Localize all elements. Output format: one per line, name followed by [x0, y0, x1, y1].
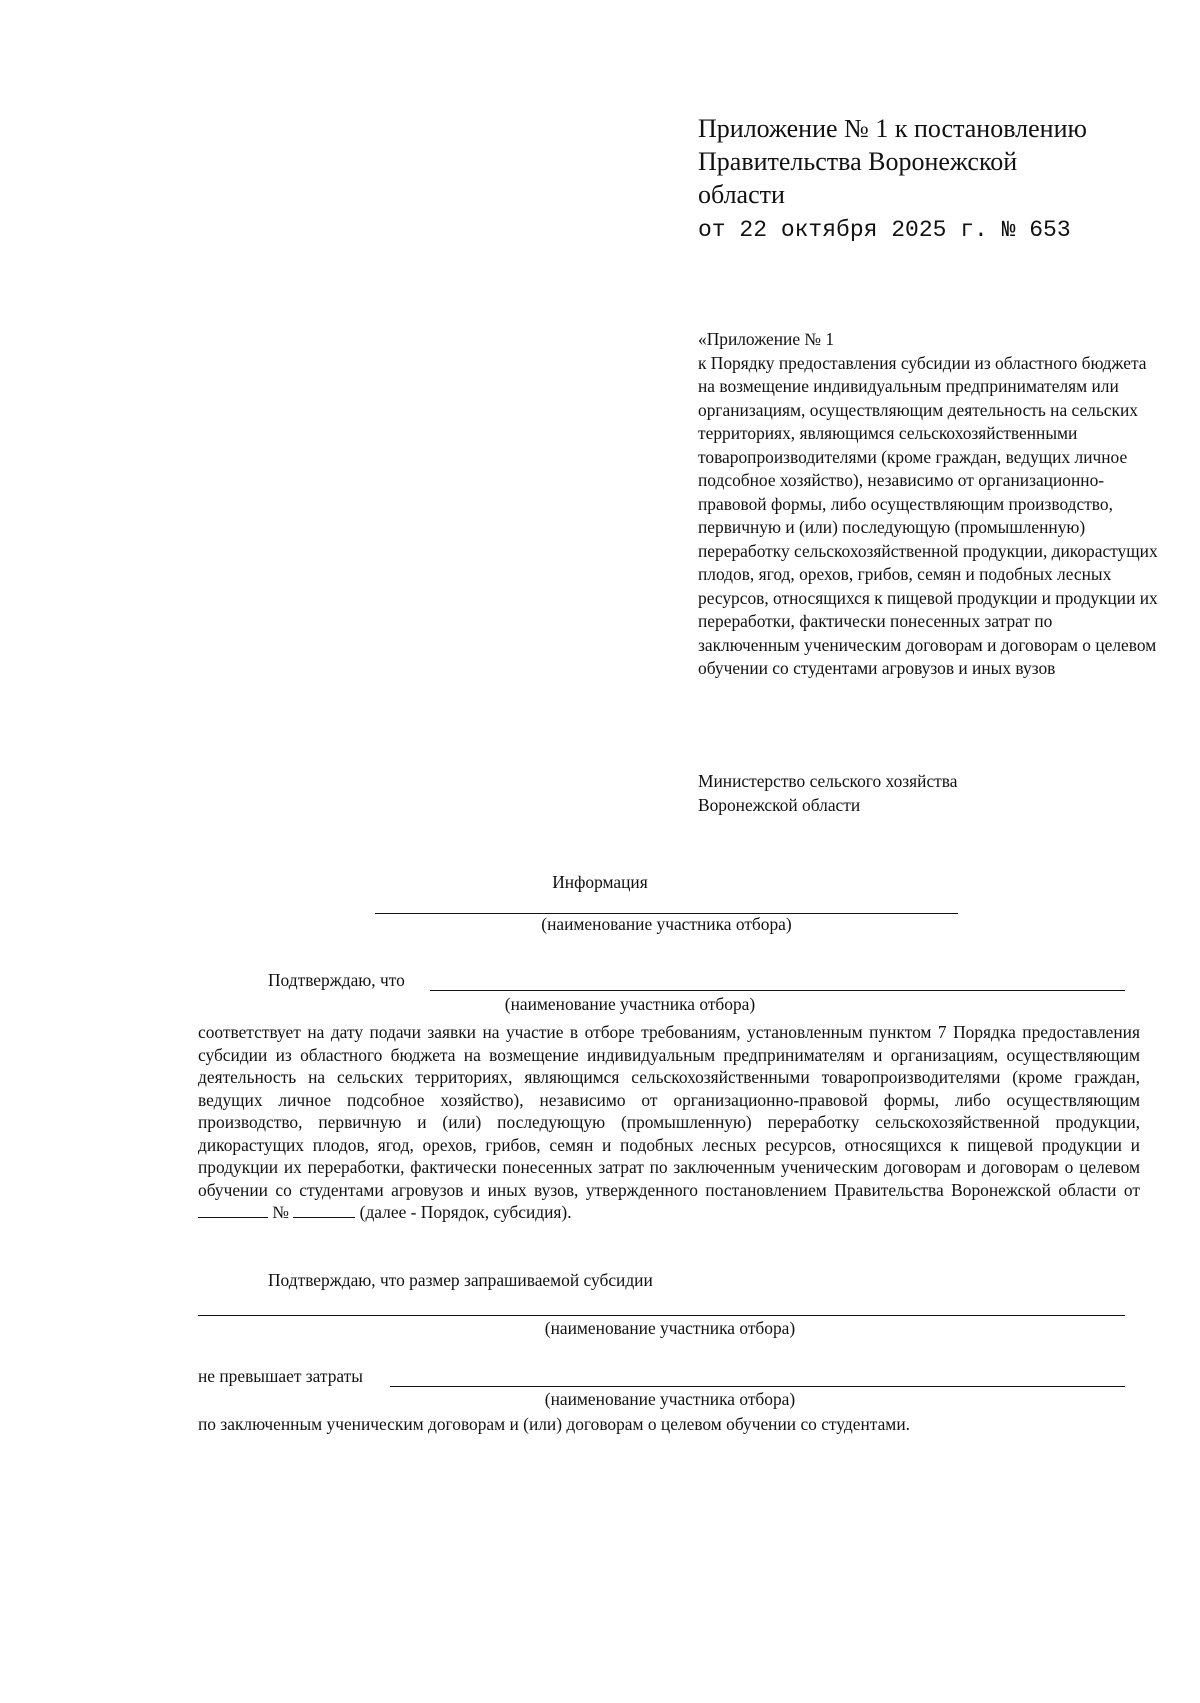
header-line-3: области	[698, 180, 785, 209]
participant-name-line-4[interactable]	[390, 1386, 1125, 1387]
annex-title: «Приложение № 1	[698, 329, 835, 349]
participant-name-caption-2: (наименование участника отбора)	[504, 994, 756, 1014]
not-exceed-label: не превышает затраты	[198, 1366, 363, 1386]
header-line-1: Приложение № 1 к постановлению	[698, 114, 1087, 143]
participant-name-caption-1: (наименование участника отбора)	[541, 914, 792, 934]
annex-text: к Порядку предоставления субсидии из областного бюджета на возмещение индивидуальным предпринимателям или организациям, осуществляющим деятельность на сельских территориях, являющимся сельскохозяйственными товаропроизводителями (кроме граждан, ведущих личное подсобное хозяйство), независимо от организационно-правовой формы, либо осуществляющим производство, первичную и (или) последующую (промышленную) переработку сельскохозяйственной продукции, дикорастущих плодов, ягод, орехов, грибов, семян и подобных лесных ресурсов, относящихся к пищевой продукции и продукции их переработки, фактически понесенных затрат по заключенным ученическим договорам и договорам о целевом обучении со студентами агровузов и иных вузов	[698, 352, 1158, 678]
confirm-label-2: Подтверждаю, что размер запрашиваемой субсидии	[268, 1270, 653, 1290]
requirements-tail: (далее - Порядок, субсидия).	[359, 1202, 572, 1222]
requirements-text: соответствует на дату подачи заявки на участие в отборе требованиям, установленным пунктом 7 Порядка предоставления субсидии из областного бюджета на возмещение индивидуальным предпринимателям и организациям, осуществляющим деятельность на сельских территориях, являющимся сельскохозяйственными товаропроизводителями (кроме граждан, ведущих личное подсобное хозяйство), независимо от организационно-правовой формы, либо осуществляющим производство, первичную и (или) последующую (промышленную) переработку сельскохозяйственной продукции, дикорастущих плодов, ягод, орехов, грибов, семян и подобных лесных ресурсов, относящихся к пищевой продукции и продукции их переработки, фактически понесенных затрат по заключенным ученическим договорам и договорам о целевом обучении со студентами агровузов и иных вузов, утвержденного постановлением Правительства Воронежской области от	[198, 1022, 1140, 1200]
requirements-paragraph	[198, 1021, 1140, 1224]
participant-name-caption-3: (наименование участника отбора)	[544, 1318, 796, 1338]
resolution-date-blank[interactable]	[198, 1203, 268, 1218]
confirm-label-1: Подтверждаю, что	[268, 970, 405, 990]
final-statement: по заключенным ученическим договорам и (или) договорам о целевом обучении со студентами.	[198, 1414, 910, 1434]
resolution-annex-header	[698, 112, 1168, 247]
annex-reference	[698, 328, 1158, 681]
participant-name-line-2[interactable]	[430, 990, 1125, 991]
header-line-2: Правительства Воронежской	[698, 147, 1018, 176]
form-title: Информация	[552, 872, 648, 892]
ministry-line-2: Воронежской области	[698, 794, 861, 815]
participant-name-caption-4: (наименование участника отбора)	[544, 1389, 796, 1409]
number-sign: №	[272, 1202, 289, 1222]
resolution-number-blank[interactable]	[293, 1203, 355, 1218]
participant-name-line-3[interactable]	[198, 1315, 1125, 1316]
addressee	[698, 770, 1158, 817]
ministry-line-1: Министерство сельского хозяйства	[698, 771, 958, 791]
resolution-date: от 22 октября 2025 г. № 653	[698, 217, 1071, 243]
